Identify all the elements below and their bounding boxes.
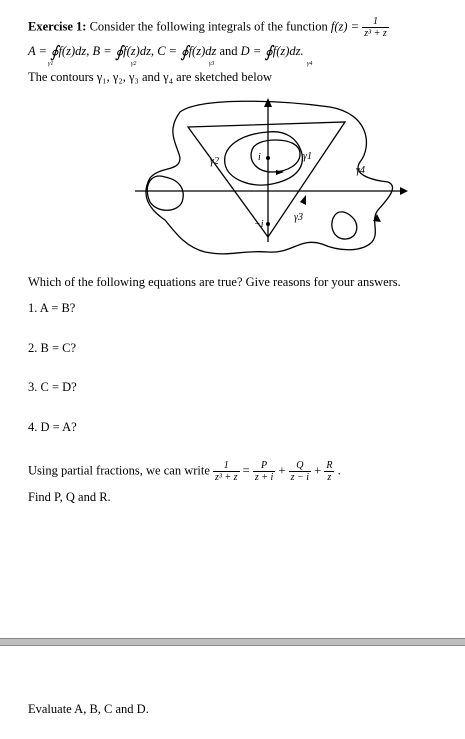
integral-a-lhs: A = [28, 44, 47, 58]
integral-a-body: f(z)dz, [58, 44, 90, 58]
fraction-q [289, 460, 311, 483]
and-word: and [219, 44, 238, 58]
contour-gamma2 [225, 132, 303, 185]
fraction-r [324, 460, 334, 483]
contours-sentence: The contours γ₁, γ₂, γ₃ and γ₄ are sketched below [28, 70, 272, 84]
find-pqr: Find P, Q and R. [28, 490, 111, 504]
point-i [266, 156, 270, 160]
imaginary-axis-arrow [264, 98, 272, 107]
fraction-r-denominator: z [327, 472, 332, 483]
function-fraction [362, 16, 389, 39]
fraction-q-denominator: z − i [290, 472, 310, 483]
list-item-3: 3. C = D? [28, 380, 77, 394]
list-item-2: 2. B = C? [28, 341, 77, 355]
label-i: i [258, 152, 261, 163]
subscript-gamma4: γ4 [307, 61, 313, 67]
fraction-p-denominator: z + i [254, 472, 274, 483]
contour-integral-icon: ∮ [114, 44, 124, 61]
equals-sign: = [242, 463, 250, 478]
exercise-label: Exercise 1: [28, 19, 87, 34]
list-item-1: 1. A = B? [28, 301, 76, 315]
page-separator [0, 638, 465, 646]
contour-gamma4-right-loop [332, 212, 357, 239]
fraction-lhs-numerator: 1 [213, 460, 240, 472]
subscript-gamma3: γ3 [209, 61, 215, 67]
fraction-lhs-denominator: z³ + z [215, 472, 238, 483]
fraction-q-numerator: Q [289, 460, 311, 472]
real-axis-arrow [400, 187, 408, 195]
integral-definitions [28, 42, 304, 62]
integral-b-body: f(z)dz, [123, 44, 155, 58]
contour-integral-icon: ∮ [50, 44, 59, 61]
fraction-r-numerator: R [326, 460, 333, 471]
label-gamma1: γ1 [303, 151, 312, 162]
exercise-intro: Consider the following integrals of the function [89, 19, 328, 34]
label-gamma2: γ2 [210, 156, 219, 167]
contour-integral-icon: ∮ [264, 44, 273, 61]
fraction-p [253, 460, 275, 483]
contour-integral-icon: ∮ [180, 44, 189, 61]
function-lhs: f(z) = [330, 19, 360, 34]
function-numerator: 1 [362, 16, 389, 28]
list-item-4: 4. D = A? [28, 420, 77, 434]
integral-b-lhs: B = [92, 44, 112, 58]
integral-c-lhs: C = [157, 44, 178, 58]
contour-gamma3 [188, 122, 345, 237]
label-gamma3: γ3 [294, 212, 303, 223]
label-gamma4: γ4 [356, 165, 365, 176]
point-minus-i [266, 222, 270, 226]
integral-d-lhs: D = [240, 44, 262, 58]
contour-gamma4-left-loop [147, 176, 183, 210]
integral-d-body: f(z)dz. [272, 44, 304, 58]
function-denominator: z³ + z [364, 28, 387, 39]
period: . [337, 463, 341, 478]
question-text: Which of the following equations are true? Give reasons for your answers. [28, 275, 401, 289]
partial-fractions-line [28, 460, 341, 483]
label-minus-i: −i [254, 219, 264, 230]
partial-lead: Using partial fractions, we can write [28, 463, 210, 478]
integral-c-body: f(z)dz [188, 44, 217, 58]
plus-sign: + [278, 463, 286, 478]
contour-diagram [0, 92, 465, 292]
gamma3-arrow [300, 195, 306, 205]
exercise-header [28, 16, 389, 39]
subscript-gamma1: γ1 [48, 61, 54, 67]
fraction-p-numerator: P [253, 460, 275, 472]
subscript-gamma2: γ2 [131, 61, 137, 67]
plus-sign: + [314, 463, 322, 478]
fraction-lhs [213, 460, 240, 483]
evaluate-text: Evaluate A, B, C and D. [28, 702, 149, 716]
